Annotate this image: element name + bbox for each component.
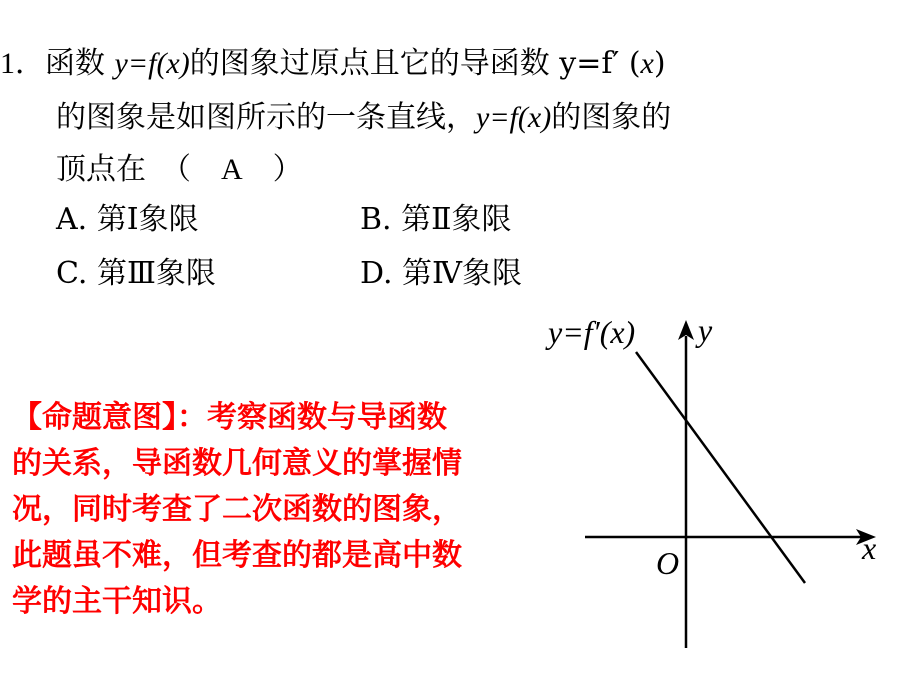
answer-label: A: [221, 153, 243, 186]
curve-label: y=f′(x): [548, 314, 636, 350]
text-segment: 顶点在 （: [56, 152, 221, 187]
note-line: 此题虽不难，但考查的都是高中数: [12, 538, 462, 573]
note-line: 况，同时考查了二次函数的图象，: [12, 492, 462, 527]
origin-label: O: [656, 545, 680, 581]
option-a: A. 第Ⅰ象限: [56, 202, 199, 237]
option-c: C. 第Ⅲ象限: [56, 256, 216, 291]
y-axis-label: y: [698, 312, 713, 348]
question-number: 1．: [0, 47, 45, 80]
option-d: D. 第Ⅳ象限: [360, 256, 523, 291]
note-line: 的关系，导函数几何意义的掌握情: [12, 446, 462, 481]
text-segment: ）: [242, 152, 303, 187]
variable-x: x: [640, 47, 654, 80]
note-line: 【命题意图】：考察函数与导函数: [12, 400, 447, 435]
text-segment: 函数: [45, 46, 115, 81]
text-segment: 的图象的: [551, 100, 672, 135]
note-line: 学的主干知识。: [12, 584, 222, 619]
text-segment: 的图象过原点且它的导函数 y=f′ (: [189, 46, 641, 81]
text-segment: 的图象是如图所示的一条直线，: [56, 100, 476, 135]
function-expression: y=f(x): [114, 47, 190, 80]
option-b: B. 第Ⅱ象限: [360, 202, 512, 237]
function-expression: y=f(x): [476, 101, 552, 134]
x-axis-label: x: [862, 530, 877, 566]
text-segment: ): [653, 46, 666, 81]
